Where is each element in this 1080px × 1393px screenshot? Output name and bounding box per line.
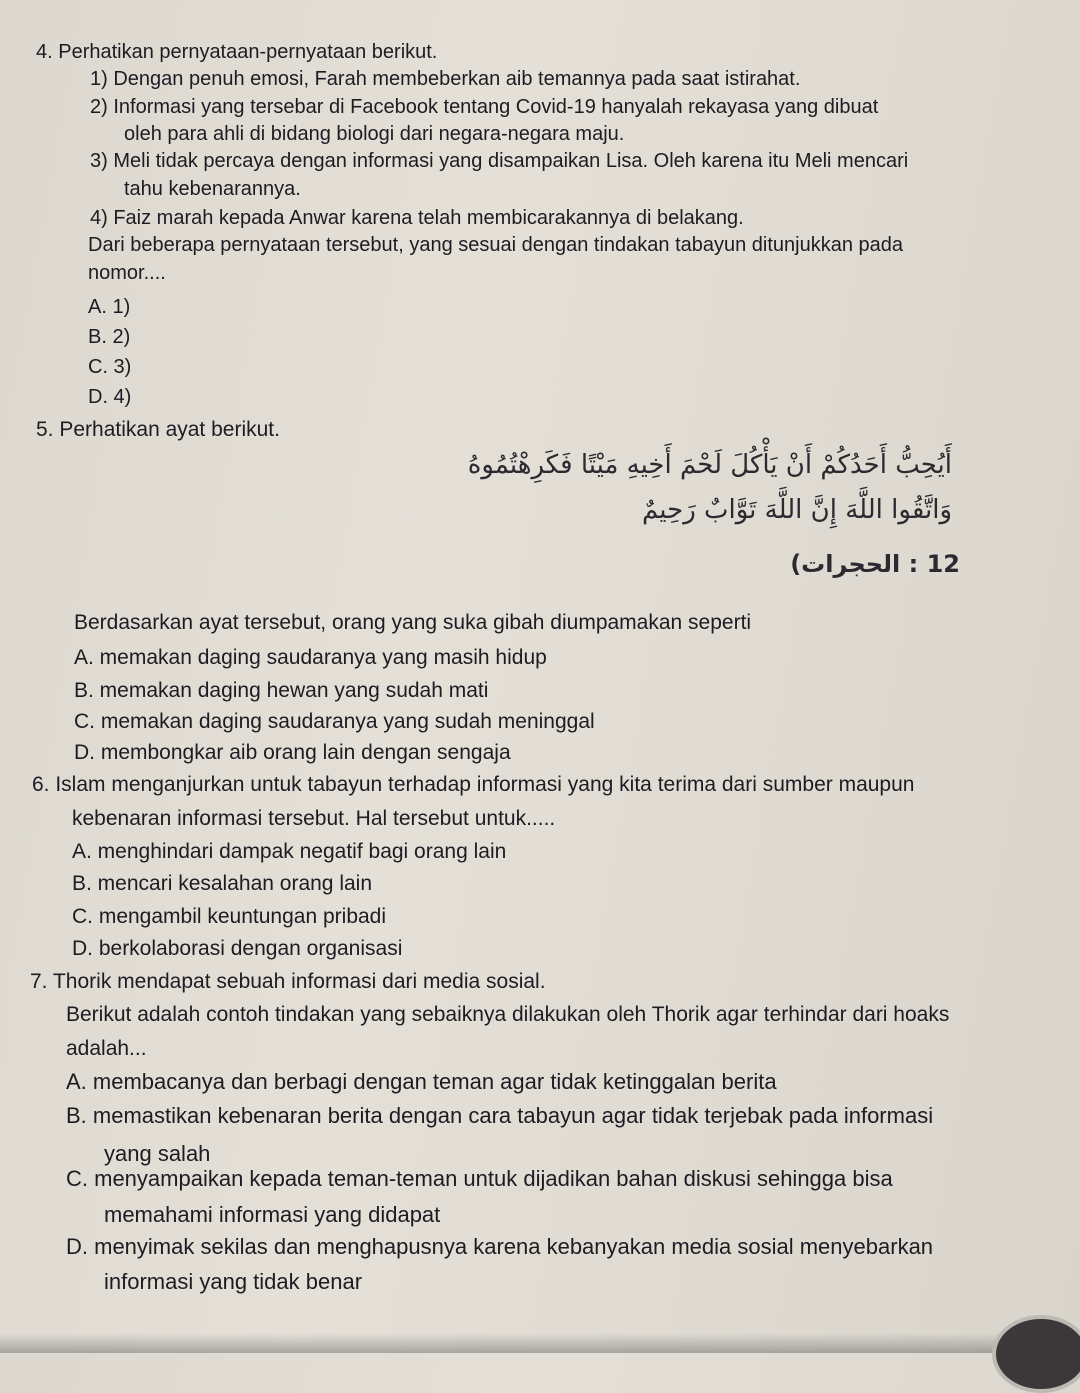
q4-statement-2: 2) Informasi yang tersebar di Facebook tentang Covid-19 hanyalah rekayasa yang dibuat	[90, 96, 879, 118]
q6-option-c: C. mengambil keuntungan pribadi	[72, 905, 387, 928]
q6-title-cont: kebenaran informasi tersebut. Hal tersebut untuk.....	[72, 807, 556, 830]
q4-statement-3: 3) Meli tidak percaya dengan informasi yang disampaikan Lisa. Oleh karena itu Meli mencari	[90, 150, 909, 172]
q7-option-d: D. menyimak sekilas dan menghapusnya karena kebanyakan media sosial menyebarkan	[66, 1234, 934, 1259]
q4-option-b: B. 2)	[88, 326, 131, 348]
q5-option-b: B. memakan daging hewan yang sudah mati	[74, 679, 489, 702]
q5-option-c: C. memakan daging saudaranya yang sudah meninggal	[74, 710, 595, 733]
page-bottom-shadow	[0, 1333, 1080, 1353]
q6-option-b: B. mencari kesalahan orang lain	[72, 872, 373, 895]
q4-statement-4: 4) Faiz marah kepada Anwar karena telah membicarakannya di belakang.	[90, 207, 744, 229]
q6-option-a: A. menghindari dampak negatif bagi orang lain	[72, 840, 507, 863]
q5-arabic-verse-line-2: وَاتَّقُوا اللَّهَ إِنَّ اللَّهَ تَوَّابٌ رَحِيمٌ	[642, 495, 952, 525]
q6-option-d: D. berkolaborasi dengan organisasi	[72, 937, 403, 960]
q4-statement-1: 1) Dengan penuh emosi, Farah membeberkan aib temannya pada saat istirahat.	[90, 68, 801, 90]
q5-option-d: D. membongkar aib orang lain dengan sengaja	[74, 741, 511, 764]
q7-option-d-cont: informasi yang tidak benar	[104, 1269, 363, 1294]
q7-title: 7. Thorik mendapat sebuah informasi dari media sosial.	[30, 970, 546, 993]
q4-statement-3-cont: tahu kebenarannya.	[124, 178, 301, 200]
q4-option-d: D. 4)	[88, 386, 132, 408]
q7-option-b: B. memastikan kebenaran berita dengan cara tabayun agar tidak terjebak pada informasi	[66, 1103, 934, 1128]
q5-verse-reference: 12 : الحجرات)	[790, 550, 960, 578]
q5-prompt: Berdasarkan ayat tersebut, orang yang suka gibah diumpamakan seperti	[74, 611, 752, 634]
q5-option-a: A. memakan daging saudaranya yang masih hidup	[74, 646, 547, 669]
q4-statement-2-cont: oleh para ahli di bidang biologi dari negara-negara maju.	[124, 123, 625, 145]
q7-prompt-cont: adalah...	[66, 1037, 147, 1060]
q7-option-b-cont: yang salah	[104, 1141, 211, 1166]
q4-option-a: A. 1)	[88, 296, 131, 318]
q5-title: 5. Perhatikan ayat berikut.	[36, 418, 280, 441]
q6-title: 6. Islam menganjurkan untuk tabayun terhadap informasi yang kita terima dari sumber maupun	[32, 773, 915, 796]
q7-prompt: Berikut adalah contoh tindakan yang sebaiknya dilakukan oleh Thorik agar terhindar dari hoaks	[66, 1003, 950, 1026]
q4-option-c: C. 3)	[88, 356, 132, 378]
q7-option-a: A. membacanya dan berbagi dengan teman agar tidak ketinggalan berita	[66, 1069, 777, 1094]
q7-option-c: C. menyampaikan kepada teman-teman untuk dijadikan bahan diskusi sehingga bisa	[66, 1166, 893, 1191]
q7-option-c-cont: memahami informasi yang didapat	[104, 1202, 441, 1227]
q5-arabic-verse-line-1: أَيُحِبُّ أَحَدُكُمْ أَنْ يَأْكُلَ لَحْمَ أَخِيهِ مَيْتًا فَكَرِهْتُمُوهُ	[467, 450, 952, 480]
q4-prompt: Dari beberapa pernyataan tersebut, yang sesuai dengan tindakan tabayun ditunjukkan pada	[88, 234, 904, 256]
q4-prompt-cont: nomor....	[88, 262, 166, 284]
q4-title: 4. Perhatikan pernyataan-pernyataan berikut.	[36, 41, 438, 63]
corner-object	[992, 1315, 1080, 1393]
